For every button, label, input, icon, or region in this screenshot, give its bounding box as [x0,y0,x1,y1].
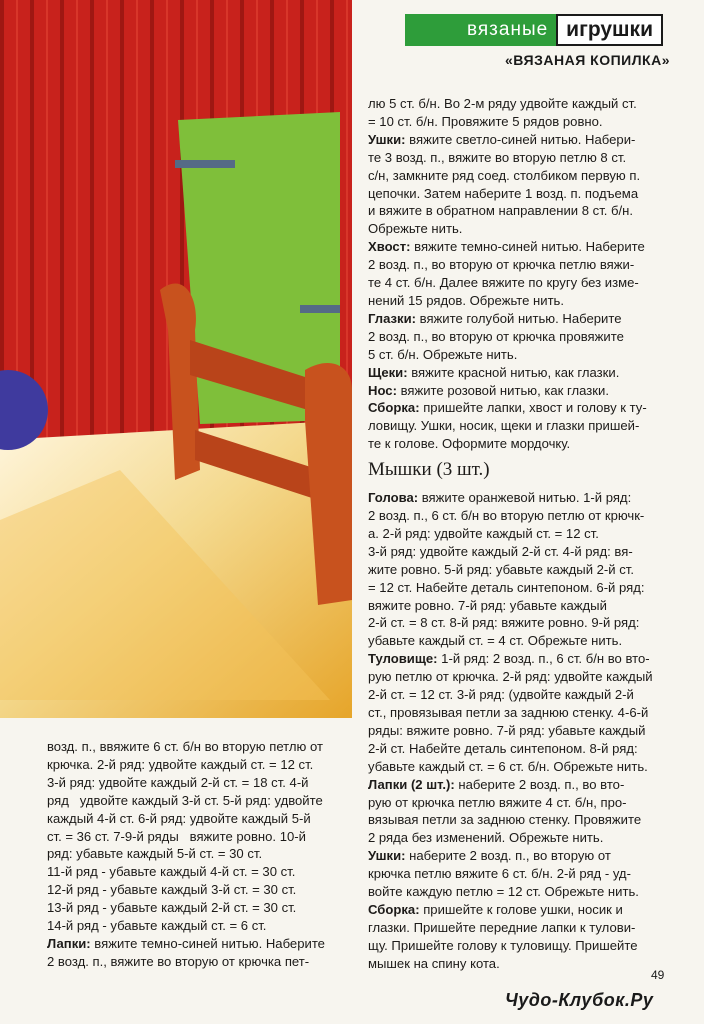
text-line: 13-й ряд - убавьте каждый 2-й ст. = 30 ст. [47,900,297,916]
text-line: Нос: вяжите розовой нитью, как глазки. [368,382,609,398]
text-line: Лапки: вяжите темно-синей нитью. Наберите [47,935,325,951]
text-line: Туловище: 1-й ряд: 2 возд. п., 6 ст. б/н во вто- [368,651,650,667]
section-label: Лапки (2 шт.): [368,776,455,792]
text-line: щу. Пришейте голову к туловищу. Пришейте [368,937,638,953]
text-line: с/н, замкните ряд соед. столбиком первую п. [368,167,641,183]
text-line: 2 возд. п., во вторую от крючка провяжите [368,328,624,344]
text-line: убавьте каждый ст. = 4 ст. Обрежьте нить. [368,633,623,649]
section-label: Глазки: [368,310,417,326]
text-line: ст. = 36 ст. 7-9-й ряды вяжите ровно. 10-й [47,828,306,844]
text-line: = 12 ст. Набейте деталь синтепоном. 6-й ряд: [368,579,645,595]
section-label: Ушки: [368,131,406,147]
section-label: Сборка: [368,400,420,416]
text-line: 14-й ряд - убавьте каждый ст. = 6 ст. [47,918,267,934]
text-line: = 10 ст. б/н. Провяжите 5 рядов ровно. [368,113,603,129]
text-line: Голова: вяжите оранжевой нитью. 1-й ряд: [368,490,632,506]
text-line: крючка петлю вяжите 6 ст. б/н. 2-й ряд - уд- [368,866,631,882]
text-line: войте каждую петлю = 12 ст. Обрежьте нить. [368,884,639,900]
text-line: каждый 4-й ст. 6-й ряд: удвойте каждый 5-й [47,810,311,826]
text-line: 2-й ст. Набейте деталь синтепоном. 8-й ряд: [368,740,638,756]
section-label: Нос: [368,382,397,398]
text-line: вяжите ровно. 7-й ряд: убавьте каждый [368,597,607,613]
text-line: вязывая петли за заднюю стенку. Провяжите [368,812,642,828]
text-line: 2-й ст. = 8 ст. 8-й ряд: вяжите ровно. 9-й ряд: [368,615,640,631]
text-line: крючка. 2-й ряд: удвойте каждый ст. = 12 ст. [47,756,314,772]
text-line: убавьте каждый ст. = 6 ст. б/н. Обрежьте нить. [368,758,648,774]
page-number: 49 [651,968,665,982]
text-line: те 3 возд. п., вяжите во вторую петлю 8 ст. [368,149,627,165]
door-hinge-bottom [300,305,340,313]
text-line: 2 возд. п., во вторую от крючка петлю вяжи- [368,257,635,273]
text-line: 3-й ряд: удвойте каждый 2-й ст. = 18 ст. 4-й [47,774,309,790]
text-line: глазки. Пришейте передние лапки к тулови- [368,919,636,935]
text-line: 2 ряда без изменений. Обрежьте нить. [368,830,604,846]
text-line: Ушки: вяжите светло-синей нитью. Набери- [368,131,636,147]
header-tag-green: вязаные [405,14,556,46]
door-hinge-top [175,160,235,168]
article-subtitle: «ВЯЗАНАЯ КОПИЛКА» [505,52,670,68]
text-line: Обрежьте нить. [368,221,463,237]
text-line: рую от крючка петлю вяжите 4 ст. б/н, про- [368,794,627,810]
text-line: 2-й ст. = 12 ст. 3-й ряд: (удвойте каждый 2-й [368,687,634,703]
text-line: лю 5 ст. б/н. Во 2-м ряду удвойте каждый ст. [368,96,637,111]
section-label: Хвост: [368,239,411,255]
section-label: Лапки: [47,935,91,951]
illustration-photo [0,0,352,718]
header-tag-white: игрушки [556,14,663,46]
text-line: ст., провязывая петли за заднюю стенку. 4-6-й [368,705,649,720]
text-line: Сборка: пришейте лапки, хвост и голову к ту- [368,400,647,416]
site-watermark: Чудо-Клубок.Ру [505,990,654,1010]
section-header [405,14,670,46]
text-line: мышек на спину кота. [368,955,500,971]
text-line: 2 возд. п., вяжите во вторую от крючка пет- [47,953,310,969]
photo-scene [0,0,352,718]
text-line: Щеки: вяжите красной нитью, как глазки. [368,364,620,380]
section-title: Мышки (3 шт.) [368,459,490,481]
text-line: те к голове. Оформите мордочку. [368,436,571,452]
section-label: Туловище: [368,651,438,667]
text-line: 12-й ряд - убавьте каждый 3-й ст. = 30 ст. [47,882,297,898]
text-line: цепочки. Затем наберите 1 возд. п. подъема [368,185,639,201]
text-line: нений 15 рядов. Обрежьте нить. [368,292,565,308]
text-line: жите ровно. 5-й ряд: убавьте каждый 2-й ст. [368,561,634,577]
text-line: возд. п., ввяжите 6 ст. б/н во вторую петлю от [47,739,323,754]
text-line: Глазки: вяжите голубой нитью. Наберите [368,310,622,326]
text-line: ряды: вяжите ровно. 7-й ряд: убавьте каждый [368,722,646,738]
text-line: Ушки: наберите 2 возд. п., во вторую от [368,848,611,864]
text-line: 2 возд. п., 6 ст. б/н во вторую петлю от крючк- [368,508,645,524]
text-line: Сборка: пришейте к голове ушки, носик и [368,901,623,917]
section-label: Голова: [368,490,419,506]
text-line: Лапки (2 шт.): наберите 2 возд. п., во вто- [368,776,625,792]
text-line: ряд: убавьте каждый 5-й ст. = 30 ст. [47,846,263,862]
text-line: и вяжите в обратном направлении 8 ст. б/н. [368,203,634,219]
text-line: 3-й ряд: удвойте каждый 2-й ст. 4-й ряд: вя- [368,543,633,559]
text-line: а. 2-й ряд: удвойте каждый ст. = 12 ст. [368,525,599,541]
text-line: 11-й ряд - убавьте каждый 4-й ст. = 30 ст. [47,864,296,880]
text-line: Хвост: вяжите темно-синей нитью. Наберите [368,239,645,255]
section-label: Щеки: [368,364,408,380]
text-line: те 4 ст. б/н. Далее вяжите по кругу без изме- [368,275,639,291]
left-column [47,738,349,971]
section-label: Ушки: [368,848,406,864]
text-line: ловищу. Ушки, носик, щеки и глазки пришей- [368,418,640,434]
text-line: ряд удвойте каждый 3-й ст. 5-й ряд: удвойте [47,792,323,808]
text-line: 5 ст. б/н. Обрежьте нить. [368,346,518,362]
right-column [368,95,668,973]
section-label: Сборка: [368,901,420,917]
text-line: рую петлю от крючка. 2-й ряд: удвойте каждый [368,669,653,685]
